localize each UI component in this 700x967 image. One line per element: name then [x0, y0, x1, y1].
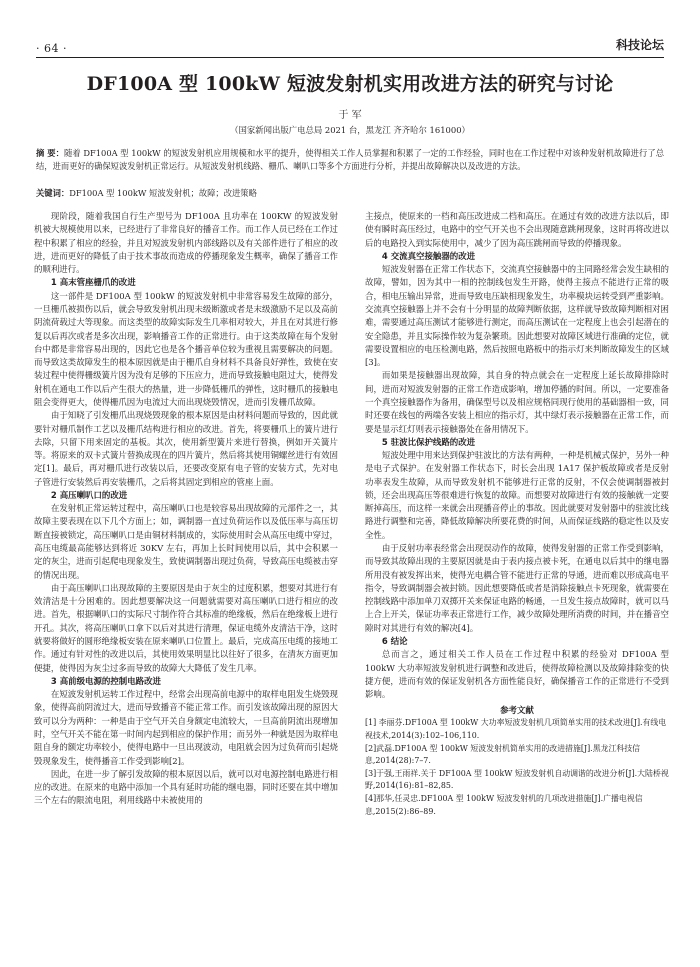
paragraph: 短波发射器在正常工作状态下，交流真空接触器中的主同路经常会发生缺相的故障，譬如，因为其中一相的控制线包发生开路，使得主接点不能进行正常的吸合，相电压输出异常，进而导致电压缺相现象发生，功率模块运转受到严重影响。交流真空接触器上并不会有十分明显的故障判断依据，这样就导致故障判断相对困难，需要通过高压测试才能够进行测定，而高压测试在一定程度上也会引起潜在的安全隐患，并且实际操作较为复杂繁琐。因此想要对故障区域进行准确的定位，就需要设置相应的电压检测电路，然后按照电路板中的指示灯来判断故障发生的区域[3]。 [365, 264, 669, 368]
journal-name: 科技论坛 [615, 38, 664, 52]
paragraph: 总而言之，通过相关工作人员在工作过程中积累的经验对 DF100A 型 100kW 大功率短波发射机进行调整和改进后，使得故障检测以及故障排除变的快捷方便，进而有效的保证发射机各方面性能良好，确保播音工作的正常进行不受到影响。 [365, 649, 669, 700]
keywords [36, 187, 664, 199]
section-heading: 1 高末管座栅爪的改进 [50, 277, 136, 288]
section-heading: 3 高前级电源的控制电路改进 [50, 675, 161, 686]
reference-item: [1] 李丽芬.DF100A 型 100kW 大功率短波发射机几项简单实用的技术改进[J].有线电视技术,2014(3):102–106,110. [365, 718, 667, 740]
section-heading: 4 交流真空接触器的改进 [381, 250, 476, 261]
paragraph: 在短波发射机运转工作过程中，经常会出现高前电源中的取样电阻发生烧毁现象，使得高前阴流过大，进而导致播音不能正常工作。而引发该故障出现的原因大致可以分为两种：一种是由于空气开关自身额定电流较大，一旦高前阴流出现增加时，空气开关不能在第一时间内起到相应的保护作用；而另外一种就是因为取样电阻自身的额定功率较小，使得电路中一旦出现波动，电阻就会因为过负荷而引起烧毁现象发生，使得播音工作受到影响[2]。 [34, 689, 338, 766]
reference-item: [2]武磊.DF100A 型 100kW 短波发射机简单实用的改进措施[J].黑龙江科技信息,2014(28):7–7. [365, 743, 641, 766]
references-list [365, 717, 669, 818]
right-column-body [365, 210, 669, 701]
page-number: · 64 · [36, 42, 67, 55]
right-column [365, 210, 669, 818]
paragraph: 由于知晓了引发栅爪出现烧毁现象的根本原因是由材料问题而导致的，因此就要针对栅爪制作工艺以及栅爪结构进行相应的改进。首先，将要栅爪上的簧片进行去除，只留下用来固定的基板。其次，使用新型簧片来进行替换，例如开关簧片等。将原来的双卡式簧片替换成现在的四片簧片，然后将其使用铜螺丝进行有效固定[1]。最后，再对栅爪进行改装以后，还要改变原有电子管的安装方式，先对电子管进行安装然后再安装栅爪，之后将其固定到相应的管座上面。 [34, 410, 338, 487]
header-rule [36, 57, 664, 58]
abstract-label: 摘 要： [36, 148, 64, 158]
reference-item: [4]那华,任灵忠.DF100A 型 100kW 短波发射机的几项改进措施[J].广播电视信息,2015(2):86–89. [365, 793, 643, 816]
paragraph: 现阶段，随着我国自行生产型号为 DF100A 且功率在 100KW 的短波发射机被大规模使用以来，已经进行了非常良好的播音工作。而工作人员已经在工作过程中积累了相应的经验，并且对短波发射机内部线路以及有关部件进行了相应的改进，进而更好的降低了由于技术事故而造成的停播现象发生概率，确保了播音工作的顺利进行。 [34, 211, 338, 275]
paragraph: 短波处理中用来达到保护驻波比的方法有两种，一种是机械式保护，另外一种是电子式保护。在发射器工作状态下，时长会出现 1A17 保护板故障或者是反射功率表发生故障，从而导致发射机不能够进行正常的反射，不仅会使调制器被封锁，还会出现高压等很难进行恢复的故障。而想要对故障进行有效的接触就一定要断掉高压，而这样一来就会出现播音停止的事故。因此就要对发射器中的驻波比线路进行调整和完善，降低故障解决所要花费的时间，从而保证线路的稳定性以及安全性。 [365, 450, 669, 540]
article-title: DF100A 型 100kW 短波发射机实用改进方法的研究与讨论 [86, 73, 614, 95]
keywords-label: 关键词： [36, 188, 70, 198]
paragraph: 由于高压喇叭口出现故障的主要原因是由于灰尘的过度积累，想要对其进行有效清洁是十分困难的。因此想要解决这一问题就需要对高压喇叭口进行相应的改进。首先，根据喇叭口的实际尺寸制作符合其标准的绝缘板，然后在绝缘板上进行开孔。其次，将高压喇叭口拿下以后对其进行清理，保证电缆外皮清洁干净，这时就要将做好的圆形绝缘板安装在原来喇叭口位置上。最后，完成高压电缆的接地工作。通过有针对性的改进以后，其使用效果明显比以往好了很多，在清灰方面更加便捷，使得因为灰尘过多而导致的故障大大降低了发生几率。 [34, 582, 338, 673]
references-title: 参考文献 [500, 705, 534, 716]
paragraph: 这一部件是 DF100A 型 100kW 的短波发射机中非常容易发生故障的部分，一旦栅爪被损伤以后，就会导致发射机出现未级断激或者是末级激励不足以及高前阴流荷载过大等现象。而这类型的故障实际发生几率相对较大，并且在对其进行修复以后再次或者是多次出现，影响播音工作的正常进行。由于这类故障在每个发射台中都是非常容易出现的，因此它也是各个播音单位较为重视且需要解决的问题。而导致这类故障发生的根本原因就是由于栅爪自身材料不具备良好弹性，致使在安装过程中使得栅级簧片因为没有足够的下压应力，进而导致接触电阻过大，使得发射机在通电工作以后产生很大的热量，进一步降低栅爪的弹性，这时栅爪的接触电阻会变得更大，使得栅爪因为电流过大而出现烧毁情况，进而引发栅爪故障。 [34, 290, 338, 407]
abstract [36, 147, 664, 173]
paragraph: 在发射机正常运转过程中，高压喇叭口也是较容易出现故障的元部件之一，其故障主要表现在以下几个方面上；如，调制器一直过负荷运作以及低压率与高压切断直接被锁定，高压喇叭口是由铜材料制成的，实际使用时会从高压电缆中穿过，高压电缆最高能够达到将近 30KV 左右，再加上长时间使用以后，其中会积累一定的灰尘，进而引起爬电现象发生，致使调制器出现过负荷，导致高压电缆被击穿的情况出现。 [34, 503, 338, 580]
section-heading: 6 结论 [381, 636, 408, 646]
author: 于 军 [338, 110, 362, 121]
paragraph: 主接点，使原来的一档和高压改进成二档和高压。在通过有效的改进方法以后，即使有瞬时高压经过，电路中的空气开关也不会出现随意跳闸现象，这时再将改进以后的电路投入到实际使用中，减少了因为高压跳闸而导致的停播现象。 [365, 211, 669, 248]
left-column [34, 210, 338, 808]
section-heading: 5 驻波比保护线路的改进 [381, 436, 476, 447]
paragraph: 而如果是接触器出现故障，其自身的特点就会在一定程度上延长故障排除时间，进而对短波发射器的正常工作造成影响，增加停播的时间。所以，一定要准备一个真空接触器作为备用，确保型号以及相应规格同现行使用的基础器相一致，同时还要在线包的两端各安装上相应的指示灯，其中绿灯表示接触器在正常工作，而要是显示红灯则表示接触器处在备用情况下。 [365, 370, 669, 434]
affiliation: （国家新闻出版广电总局 2021 台，黑龙江 齐齐哈尔 161000） [230, 125, 470, 135]
paragraph: 由于反射功率表经常会出现误动作的故障，使得发射器的正常工作受到影响，而导致其故障出现的主要原因就是由于表内接点被卡死，在通电以后其中的继电器所用没有被发挥出来，使得光电耦合管不能进行正常的导通，进而难以形成高电平指令，导致调制器会被封锁。因此想要降低或者是消除接触点卡死现象，就需要在控制线路中添加单刀双掷开关来保证电路的畅通，一旦发生接点故障时，就可以马上合上开关，保证功率表正常进行工作，减少故障处理所消费的时间，并在播音空隙时对其进行有效的解决[4]。 [365, 543, 669, 633]
reference-item: [3]于强,王雨祥.关于 DF100A 型 100kW 短波发射机自动调谐的改进分析[J].大陆桥视野,2014(16):81–82,85. [365, 768, 669, 791]
paragraph: 因此，在进一步了解引发故障的根本原因以后，就可以对电源控制电路进行相应的改进。在原来的电路中添加一个具有延时功能的继电器，同时还要在其中增加三个左右的限流电阻，利用线路中未被使用的 [34, 768, 338, 806]
section-heading: 2 高压喇叭口的改进 [50, 489, 128, 500]
keywords-text: DF100A 型 100kW 短波发射机；故障；改进策略 [69, 188, 257, 198]
abstract-text: 随着 DF100A 型 100kW 的短波发射机应用规模和水平的提升，使得相关工作人员掌握和积累了一定的工作经验，同时也在工作过程中对该种发射机故障进行了总结，进而更好的确保短波发射机正常运行。从短波发射机线路、栅爪、喇叭口等多个方面进行分析，并提出故障解决以及改进的方法。 [36, 148, 665, 171]
